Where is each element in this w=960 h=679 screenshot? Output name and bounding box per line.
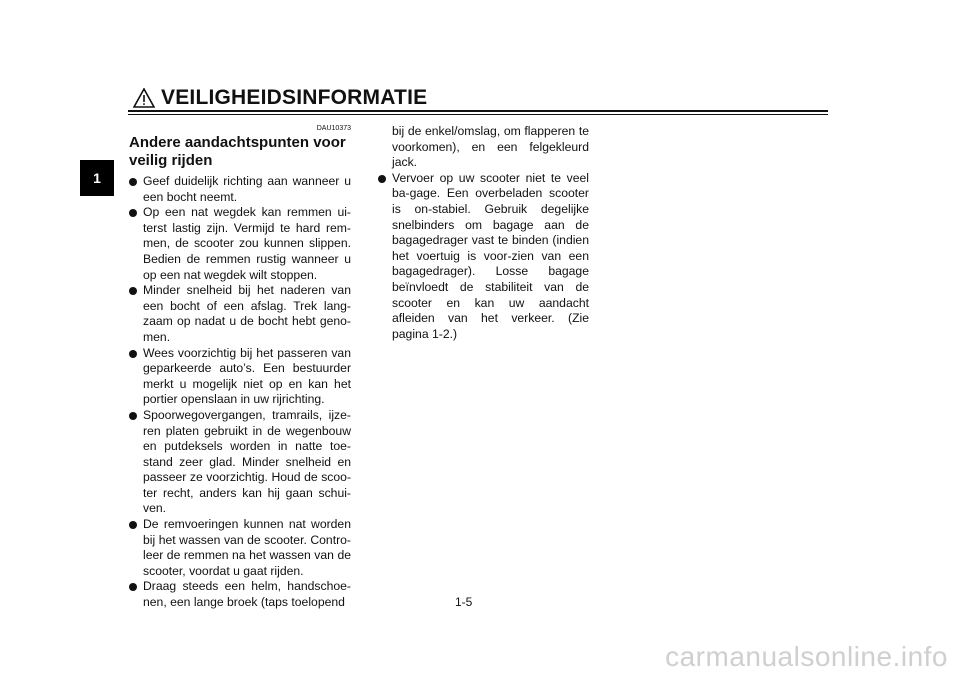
- section-heading: Andere aandachtspunten voor veilig rijden: [129, 134, 346, 169]
- section-code: DAU10373: [316, 125, 351, 132]
- right-column: [378, 124, 589, 342]
- list-item: Geef duidelijk richting aan wanneer u een bocht neemt.: [129, 174, 351, 205]
- list-item: Op een nat wegdek kan remmen ui-terst lastig zijn. Vermijd te hard rem-men, de scooter zou kunnen slippen. Bedien de remmen rustig wanneer u op een nat wegdek wilt stoppen.: [129, 205, 351, 283]
- right-bullet-list: [378, 171, 589, 343]
- page-header: [133, 86, 427, 110]
- header-rule-thick: [128, 110, 828, 112]
- list-item: Minder snelheid bij het naderen van een bocht of een afslag. Trek lang-zaam op nadat u de bocht hebt geno-men.: [129, 283, 351, 345]
- warning-triangle-icon: [133, 88, 155, 108]
- page-title: VEILIGHEIDSINFORMATIE: [161, 86, 428, 109]
- list-item-continuation: bij de enkel/omslag, om flapperen te voorkomen), en een felgekleurd jack.: [392, 124, 589, 170]
- list-item: De remvoeringen kunnen nat worden bij het wassen van de scooter. Contro-leer de remmen na het wassen van de scooter, voordat u gaat rijden.: [129, 517, 351, 579]
- list-item: Wees voorzichtig bij het passeren van geparkeerde auto’s. Een bestuurder merkt u mogelijk niet op en kan het portier openslaan in uw rijrichting.: [129, 346, 351, 408]
- list-item: Vervoer op uw scooter niet te veel ba-gage. Een overbeladen scooter is on-stabiel. Gebruik degelijke snelbinders om bagage aan de bagagedrager vast te binden (indien het voertuig is voor-zien van een bagagedrager). Losse bagage beïnvloedt de stabiliteit van de scooter en kan uw aandacht afleiden van het verkeer. (Zie pagina 1-2.): [378, 171, 589, 343]
- page-number: 1-5: [455, 595, 473, 609]
- chapter-tab: 1: [80, 160, 114, 196]
- left-column: [129, 124, 351, 611]
- list-item: Draag steeds een helm, handschoe-nen, een lange broek (taps toelopend: [129, 579, 351, 610]
- list-item: Spoorwegovergangen, tramrails, ijze-ren platen gebruikt in de wegenbouw en putdeksels worden in natte toe-stand zeer glad. Minder snelheid en passeer ze voorzichtig. Houd de scoo-ter recht, anders kan hij gaan schui-ven.: [129, 408, 351, 517]
- left-bullet-list: [129, 174, 351, 611]
- header-rule-thin: [128, 114, 828, 115]
- watermark: carmanualsonline.info: [665, 641, 948, 672]
